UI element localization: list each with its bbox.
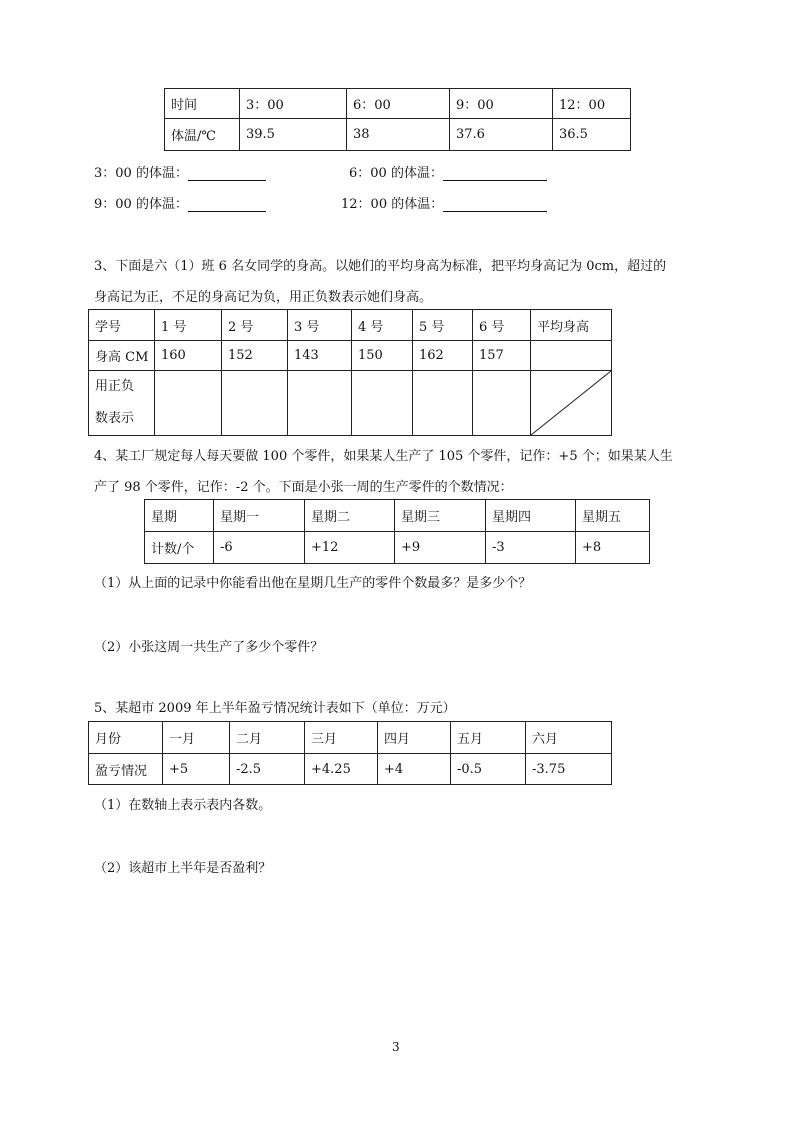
- table-cell: 六月: [526, 722, 612, 754]
- table-cell: +12: [305, 532, 395, 564]
- table-cell: 12：00: [553, 89, 631, 119]
- table-cell: 身高 CM: [89, 341, 155, 371]
- table-cell: 6 号: [473, 310, 531, 341]
- table-row: [89, 371, 612, 436]
- table-cell: [531, 341, 612, 371]
- table-cell: 体温/℃: [165, 119, 240, 151]
- fill-label: 3：00 的体温：: [94, 166, 188, 181]
- table-cell: +8: [576, 532, 650, 564]
- table-cell: 星期三: [395, 500, 486, 532]
- table-cell: -6: [214, 532, 305, 564]
- table-cell: 157: [473, 341, 531, 371]
- temperature-table: [164, 88, 631, 151]
- parts-table: [144, 499, 650, 564]
- table-cell: 星期四: [486, 500, 576, 532]
- answer-blank[interactable]: [443, 166, 547, 181]
- table-row: [89, 310, 612, 341]
- table-cell: 9：00: [450, 89, 553, 119]
- table-cell: 星期五: [576, 500, 650, 532]
- row-label: 数表示: [95, 411, 135, 426]
- table-cell: 36.5: [553, 119, 631, 151]
- table-cell: 1 号: [155, 310, 222, 341]
- table-row: [145, 532, 650, 564]
- table-row: [89, 722, 612, 754]
- table-cell: 152: [222, 341, 288, 371]
- table-cell: +9: [395, 532, 486, 564]
- table-row: [165, 89, 631, 119]
- table-cell: 160: [155, 341, 222, 371]
- row-label: 用正负: [95, 379, 135, 394]
- fill-item: [94, 162, 266, 181]
- answer-cell[interactable]: [352, 371, 413, 436]
- table-cell: 二月: [230, 722, 305, 754]
- table-row: [145, 500, 650, 532]
- fill-item: [341, 193, 547, 212]
- table-cell: 四月: [378, 722, 451, 754]
- table-cell: 计数/个: [145, 532, 214, 564]
- question-5-sub-1: （1）在数轴上表示表内各数。: [94, 798, 272, 813]
- table-cell: +5: [163, 754, 230, 785]
- table-cell: 时间: [165, 89, 240, 119]
- table-cell: -0.5: [451, 754, 526, 785]
- height-table: [88, 309, 612, 436]
- table-cell: 39.5: [240, 119, 347, 151]
- table-cell: 37.6: [450, 119, 553, 151]
- answer-cell[interactable]: [222, 371, 288, 436]
- table-cell: 5 号: [413, 310, 473, 341]
- question-5-text: 5、某超市 2009 年上半年盈亏情况统计表如下（单位：万元）: [94, 701, 456, 716]
- table-cell: 平均身高: [531, 310, 612, 341]
- table-cell: 五月: [451, 722, 526, 754]
- table-cell: +4.25: [305, 754, 378, 785]
- profit-table: [88, 721, 612, 785]
- table-cell: 143: [288, 341, 352, 371]
- table-cell: 盈亏情况: [89, 754, 163, 785]
- fill-label: 12：00 的体温：: [341, 197, 444, 212]
- question-3-text: 3、下面是六（1）班 6 名女同学的身高。以她们的平均身高为标准，把平均身高记为 0cm，超过的: [94, 259, 667, 274]
- question-4-text: 产了 98 个零件，记作：-2 个。下面是小张一周的生产零件的个数情况：: [94, 480, 513, 495]
- table-cell: 150: [352, 341, 413, 371]
- question-4-sub-2: （2）小张这周一共生产了多少个零件？: [94, 640, 324, 655]
- answer-cell[interactable]: [473, 371, 531, 436]
- fill-label: 6：00 的体温：: [349, 166, 443, 181]
- table-cell: -2.5: [230, 754, 305, 785]
- diagonal-cell: [531, 371, 612, 436]
- table-cell: 162: [413, 341, 473, 371]
- table-cell: 星期一: [214, 500, 305, 532]
- table-cell: 一月: [163, 722, 230, 754]
- table-cell: 3：00: [240, 89, 347, 119]
- question-4-sub-1: （1）从上面的记录中你能看出他在星期几生产的零件个数最多？是多少个？: [94, 576, 532, 591]
- fill-item: [94, 193, 266, 212]
- answer-blank[interactable]: [443, 197, 547, 212]
- question-4-text: 4、某工厂规定每人每天要做 100 个零件，如果某人生产了 105 个零件，记作：+5 个；如果某人生: [94, 449, 673, 464]
- fill-label: 9：00 的体温：: [94, 197, 188, 212]
- table-row: [89, 341, 612, 371]
- table-cell: -3: [486, 532, 576, 564]
- answer-blank[interactable]: [188, 166, 266, 181]
- answer-blank[interactable]: [188, 197, 266, 212]
- question-3-text: 身高记为正，不足的身高记为负，用正负数表示她们身高。: [94, 290, 433, 305]
- answer-cell[interactable]: [288, 371, 352, 436]
- table-cell: 3 号: [288, 310, 352, 341]
- table-cell: 2 号: [222, 310, 288, 341]
- table-cell: 月份: [89, 722, 163, 754]
- table-cell: 学号: [89, 310, 155, 341]
- table-cell: [89, 371, 155, 436]
- table-cell: 4 号: [352, 310, 413, 341]
- question-5-sub-2: （2）该超市上半年是否盈利？: [94, 861, 272, 876]
- table-cell: 星期二: [305, 500, 395, 532]
- table-cell: 星期: [145, 500, 214, 532]
- answer-cell[interactable]: [413, 371, 473, 436]
- page-number: 3: [392, 1040, 400, 1054]
- diagonal-line: [531, 371, 611, 435]
- table-cell: 三月: [305, 722, 378, 754]
- table-row: [89, 754, 612, 785]
- table-row: [165, 119, 631, 151]
- table-cell: 38: [347, 119, 450, 151]
- table-cell: +4: [378, 754, 451, 785]
- answer-cell[interactable]: [155, 371, 222, 436]
- fill-item: [349, 162, 547, 181]
- table-cell: 6：00: [347, 89, 450, 119]
- table-cell: -3.75: [526, 754, 612, 785]
